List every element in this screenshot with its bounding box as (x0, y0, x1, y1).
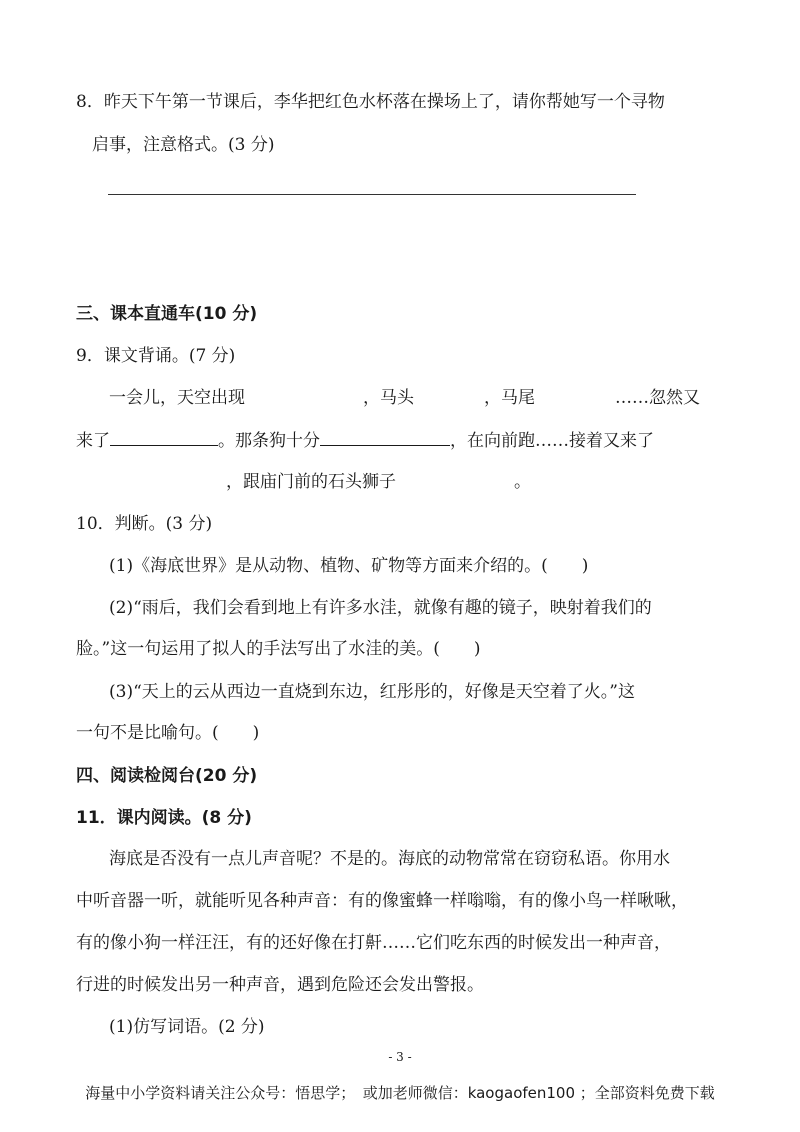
q11-para-line4: 行进的时候发出另一种声音，遇到危险还会发出警报。 (76, 975, 484, 995)
section4-heading: 四、阅读检阅台(20 分) (76, 766, 258, 786)
q9-fill-line1 (109, 386, 700, 410)
q10-item3-line1: (3)“天上的云从西边一直烧到东边，红彤彤的，好像是天空着了火。”这 (109, 682, 635, 702)
q9-fill-line2 (76, 427, 654, 453)
q9-title: 9．课文背诵。(7 分) (76, 346, 236, 366)
q10-item2-line1: (2)“雨后，我们会看到地上有许多水洼，就像有趣的镜子，映射着我们的 (109, 598, 652, 618)
q8-answer-line (108, 194, 636, 195)
q11-para-line1: 海底是否没有一点儿声音呢？不是的。海底的动物常常在窃窃私语。你用水 (109, 849, 670, 869)
q10-item1: (1)《海底世界》是从动物、植物、矿物等方面来介绍的。( ) (109, 556, 589, 576)
q9-fill-line3 (226, 470, 531, 494)
q9-text-2a: 来了 (76, 431, 110, 451)
q9-text-1a: 一会儿，天空出现 (109, 388, 245, 408)
q9-text-2c: ，在向前跑……接着又来了 (450, 431, 654, 451)
q8-line1: 8．昨天下午第一节课后，李华把红色水杯落在操场上了，请你帮她写一个寻物 (76, 92, 665, 112)
q9-text-2b: 。那条狗十分 (218, 431, 320, 451)
q9-blank-4[interactable] (110, 427, 218, 446)
page-number: - 3 - (388, 1050, 412, 1064)
q9-text-3b: 。 (514, 472, 531, 492)
q11-para-line2: 中听音器一听，就能听见各种声音：有的像蜜蜂一样嗡嗡，有的像小鸟一样啾啾， (76, 891, 688, 911)
q8-line2: 启事，注意格式。(3 分) (92, 135, 275, 155)
q10-item2-line2: 脸。”这一句运用了拟人的手法写出了水洼的美。( ) (76, 639, 481, 659)
q11-title: 11．课内阅读。(8 分) (76, 808, 252, 828)
footer-note: 海量中小学资料请关注公众号：悟思学； 或加老师微信：kaogaofen100 ；全部资料免费下载 (85, 1084, 715, 1102)
q11-para-line3: 有的像小狗一样汪汪，有的还好像在打鼾……它们吃东西的时候发出一种声音， (76, 933, 671, 953)
q9-text-1b: ，马头 (363, 388, 414, 408)
q10-item3-line2: 一句不是比喻句。( ) (76, 723, 260, 743)
q9-blank-5[interactable] (320, 427, 450, 446)
section3-heading: 三、课本直通车(10 分) (76, 304, 258, 324)
q9-text-3a: ，跟庙门前的石头狮子 (226, 472, 396, 492)
q11-sub1: (1)仿写词语。(2 分) (109, 1017, 265, 1037)
q10-title: 10．判断。(3 分) (76, 514, 213, 534)
q9-text-1d: ……忽然又 (615, 388, 700, 408)
q9-text-1c: ，马尾 (484, 388, 535, 408)
